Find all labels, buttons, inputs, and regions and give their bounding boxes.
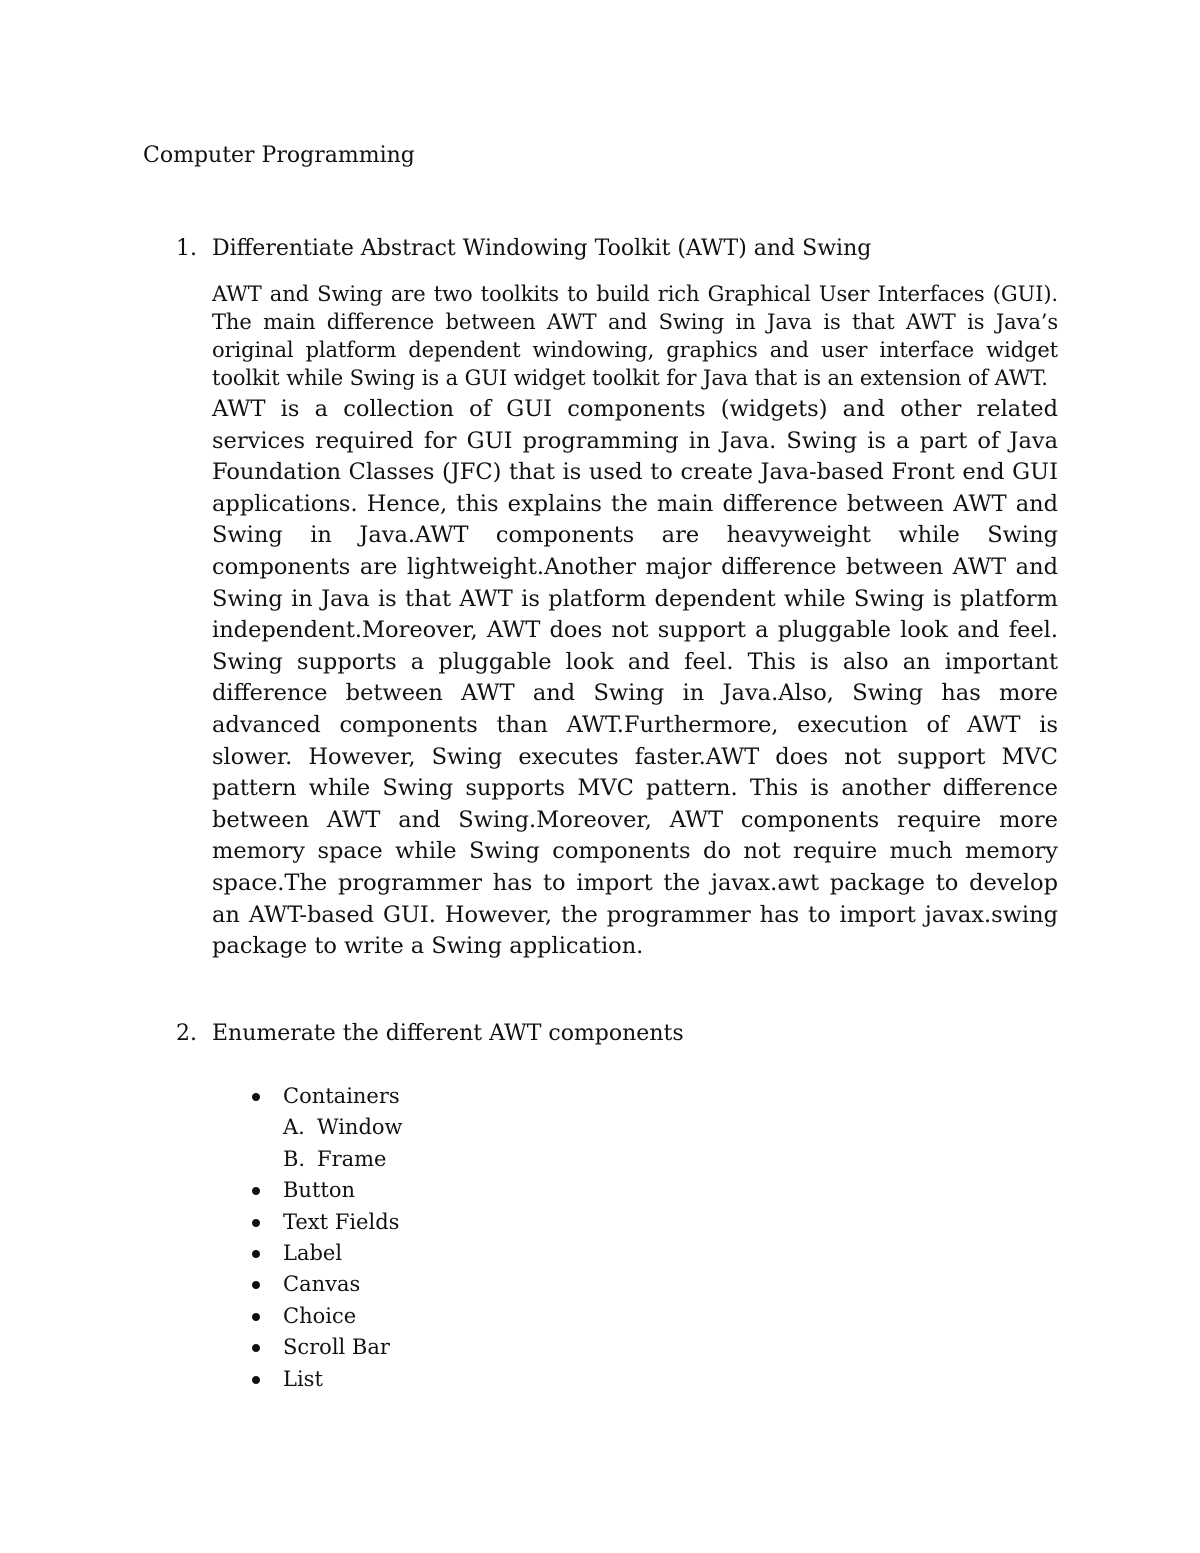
question-2-number: 2. (176, 1021, 197, 1046)
list-item-label: Containers (283, 1084, 400, 1108)
list-item-text-fields (248, 1207, 403, 1238)
list-item-choice (248, 1301, 403, 1332)
question-1-answer-intro: AWT and Swing are two toolkits to build rich Graphical User Interfaces (GUI). The main difference between AWT and Swing in Java is that AWT is Java’s original platform dependent windowing, graphics and user interface widget toolkit while Swing is a GUI widget toolkit for Java that is an extension of AWT. (212, 282, 1058, 390)
bullet-icon (252, 1219, 260, 1227)
bullet-icon (252, 1187, 260, 1195)
list-item-label: Scroll Bar (283, 1335, 390, 1360)
bullet-icon (252, 1250, 260, 1258)
sublist-item-label: Frame (317, 1146, 387, 1171)
bullet-icon (252, 1281, 260, 1289)
list-item-label: Choice (283, 1303, 357, 1328)
document-title: Computer Programming (143, 143, 415, 168)
question-1-answer-body: AWT is a collection of GUI components (widgets) and other related services required for GUI programming in Java. Swing is a part of Java Foundation Classes (JFC) that is used to create Java-based Front end GUI applications. Hence, this explains the main difference between AWT and Swing in Java.AWT components are heavyweight while Swing components are lightweight.Another major difference between AWT and Swing in Java is that AWT is platform dependent while Swing is platform independent.Moreover, AWT does not support a pluggable look and feel. Swing supports a pluggable look and feel. This is also an important difference between AWT and Swing in Java.Also, Swing has more advanced components than AWT.Furthermore, execution of AWT is slower. However, Swing executes faster.AWT does not support MVC pattern while Swing supports MVC pattern. This is another difference between AWT and Swing.Moreover, AWT components require more memory space while Swing components do not require much memory space.The programmer has to import the javax.awt package to develop an AWT-based GUI. However, the programmer has to import javax.swing package to write a Swing application. (212, 396, 1058, 960)
sublist-item-letter: B. (283, 1146, 306, 1171)
bullet-icon (252, 1344, 260, 1352)
list-item-label: Text Fields (283, 1209, 400, 1234)
sublist-item-letter: A. (283, 1115, 305, 1140)
sublist-item-frame (283, 1144, 403, 1175)
awt-components-list (248, 1081, 403, 1395)
list-item-label: Button (283, 1178, 356, 1203)
question-1-number: 1. (176, 236, 197, 261)
containers-sublist (283, 1112, 403, 1175)
sublist-item-window (283, 1112, 403, 1143)
question-2-text: Enumerate the different AWT components (212, 1021, 684, 1046)
bullet-icon (252, 1376, 260, 1384)
list-item-canvas (248, 1269, 403, 1300)
question-2-heading (176, 1019, 684, 1049)
list-item-label: Label (283, 1241, 343, 1266)
list-item-label: List (283, 1366, 323, 1391)
list-item-label (248, 1238, 403, 1269)
list-item-label: Canvas (283, 1272, 361, 1297)
question-1-heading (176, 234, 871, 264)
list-item-list (248, 1364, 403, 1395)
bullet-icon (252, 1093, 260, 1101)
sublist-item-label: Window (317, 1115, 403, 1140)
list-item-containers (248, 1081, 403, 1175)
list-item-scroll-bar (248, 1332, 403, 1363)
question-1-text: Differentiate Abstract Windowing Toolkit (AWT) and Swing (212, 236, 872, 261)
list-item-button (248, 1175, 403, 1206)
bullet-icon (252, 1313, 260, 1321)
